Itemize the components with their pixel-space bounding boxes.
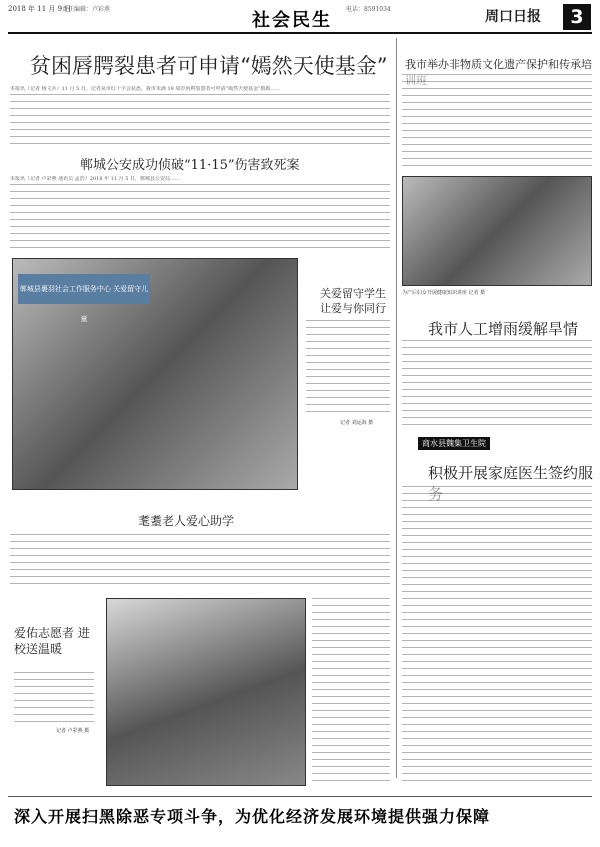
footer-slogan: 深入开展扫黑除恶专项斗争，为优化经济发展环境提供强力保障 bbox=[14, 807, 491, 826]
photo-caption-right: 为产后妇女开展健康知识讲座 记者 摄 bbox=[402, 290, 486, 296]
right-headline-1: 我市举办非物质文化遗产保护和传承培 bbox=[405, 58, 592, 71]
section-title: 社会民生 bbox=[252, 10, 332, 31]
sub-article-body bbox=[10, 184, 390, 248]
volunteer-photo bbox=[106, 598, 306, 786]
main-lead: 本报讯（记者 杨文兵）11 月 5 日，记者从市红十字会获悉，我市未满 18 周岁唇腭裂患者可申请“嫣然天使基金”救助…… bbox=[10, 86, 281, 91]
right-headline-3: 积极开展家庭医生签约服 bbox=[428, 464, 594, 482]
right-article-1-body bbox=[402, 74, 592, 170]
sub-headline: 郸城公安成功侦破“11·15”伤害致死案 bbox=[80, 158, 300, 173]
mid-headline-1: 关爱留守学生 让爱与你同行 bbox=[320, 287, 386, 315]
volunteer-article-body bbox=[312, 598, 390, 786]
photo-caption-1: 记者 刘运海 摄 bbox=[340, 420, 374, 426]
right-article-3-body bbox=[402, 486, 592, 786]
footer-rule bbox=[8, 796, 592, 797]
editor-credit: 责任编辑：卢彩燕 bbox=[62, 6, 111, 13]
sub-lead: 本报讯（记者 卢彩燕 通讯员 孟浩）2018 年 11 月 5 日，郸城县公安局…… bbox=[10, 176, 180, 181]
main-article-body bbox=[10, 94, 390, 148]
right-headline-2: 我市人工增雨缓解旱情 bbox=[428, 320, 579, 338]
mid-article-3-body bbox=[14, 672, 94, 724]
contact-info: 电话：8591034 bbox=[346, 6, 391, 13]
paper-name: 周口日报 bbox=[485, 9, 541, 25]
training-photo bbox=[402, 176, 592, 286]
header-rule bbox=[8, 32, 592, 34]
issue-date: 2018 年 11 月 9 日 bbox=[8, 5, 72, 13]
column-divider bbox=[396, 38, 397, 778]
mid-article-2-body bbox=[10, 534, 390, 590]
mid-headline-3: 爱佑志愿者 进校送温暖 bbox=[14, 626, 90, 656]
classroom-banner: 郸城县裹羽社会工作服务中心 关爱留守儿童 bbox=[18, 274, 150, 304]
main-headline: 贫困唇腭裂患者可申请“嫣然天使基金” bbox=[30, 54, 388, 78]
page-number: 3 bbox=[563, 4, 591, 30]
photo-caption-3: 记者 卢彩燕 摄 bbox=[56, 728, 90, 734]
sponsor-tag: 商水县魏集卫生院 bbox=[418, 437, 490, 450]
mid-article-1-body bbox=[306, 320, 390, 416]
mid-headline-2: 耄耋老人爱心助学 bbox=[138, 514, 235, 528]
right-article-2-body bbox=[402, 340, 592, 430]
